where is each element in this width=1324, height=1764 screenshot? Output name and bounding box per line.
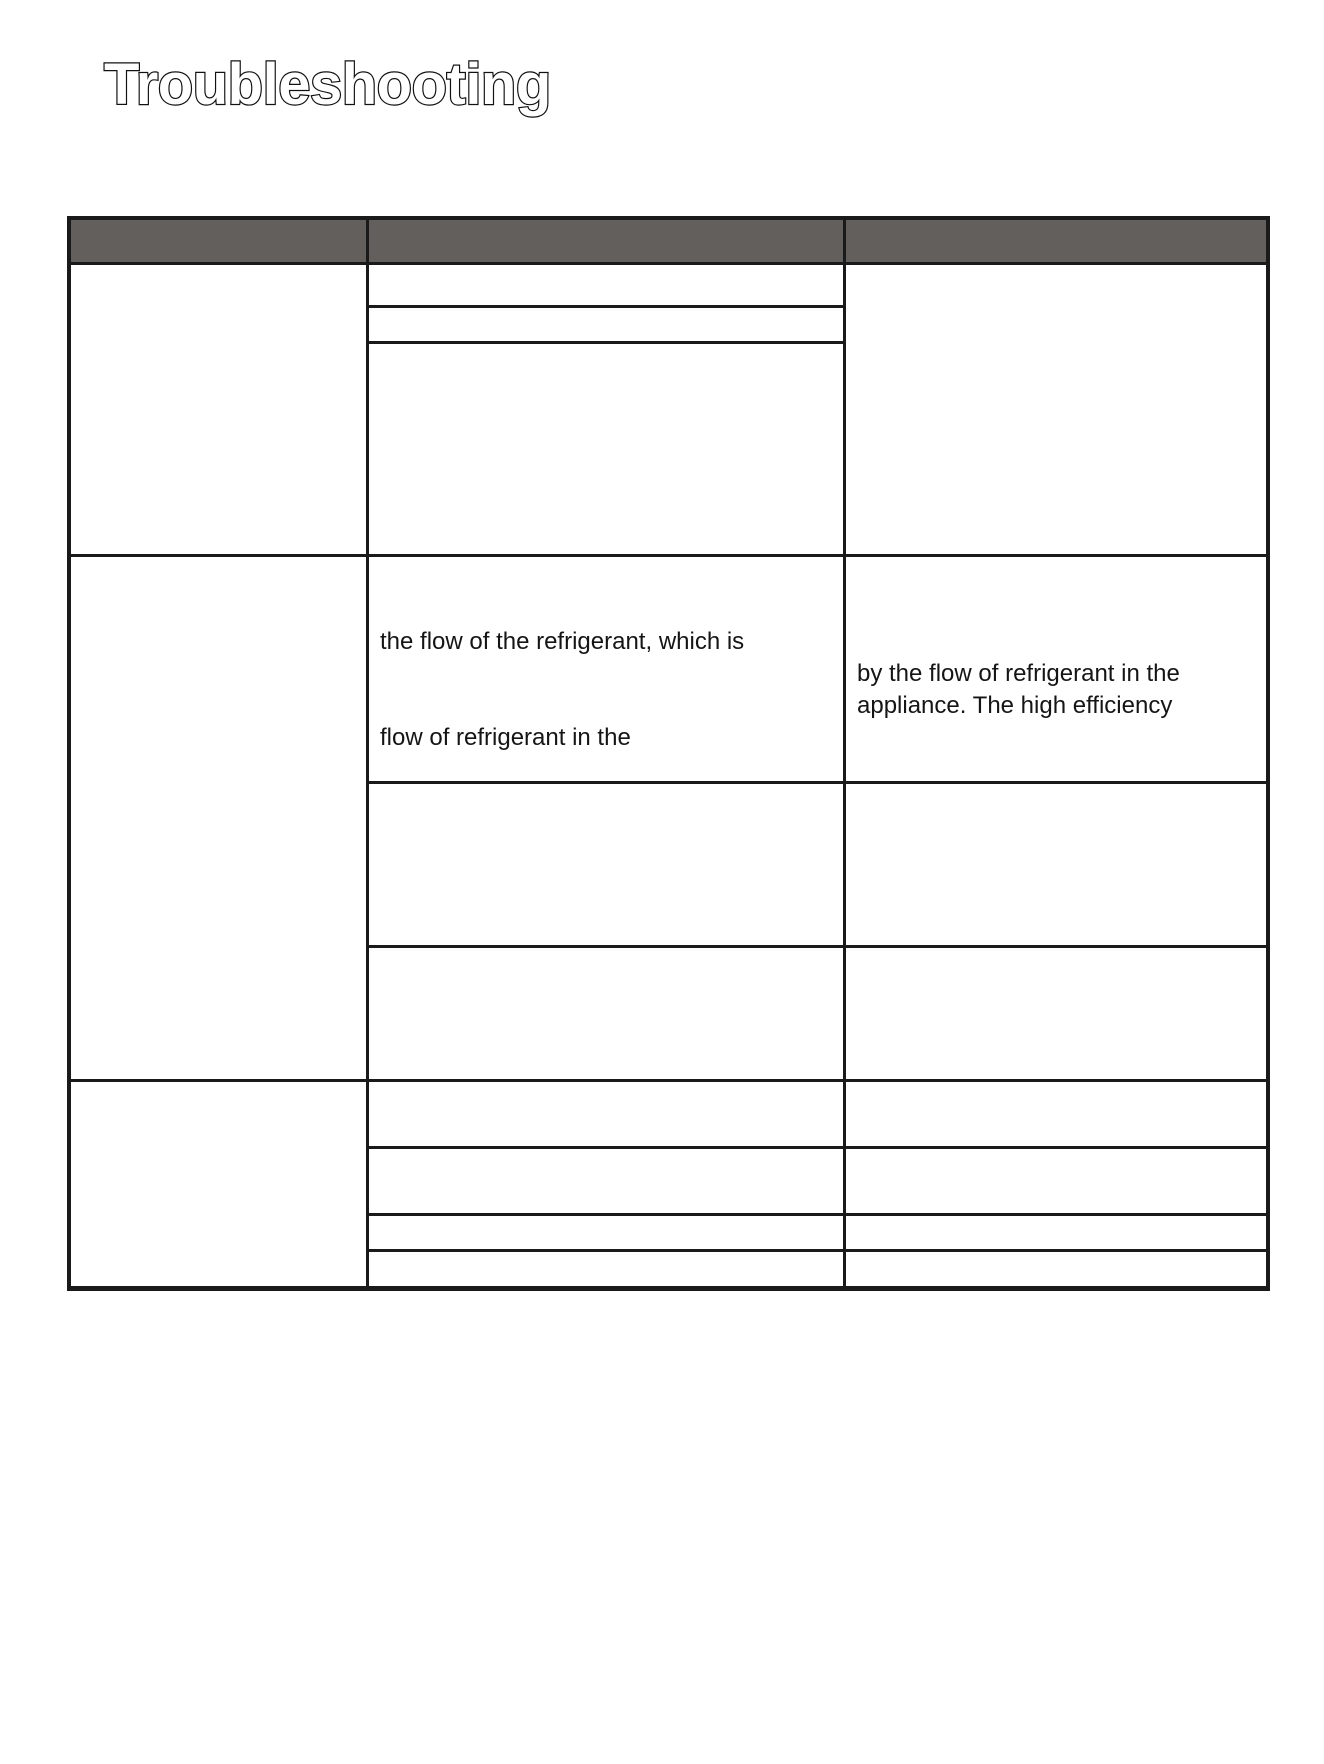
- section-3-problem: [71, 1082, 366, 1286]
- section-1-cause-2: [369, 308, 843, 341]
- section-2-cause-1: [369, 557, 843, 781]
- section-2-solution-2: [846, 784, 1266, 945]
- solution-text-line: appliance. The high efficiency: [857, 692, 1173, 719]
- section-2-problem: [71, 557, 366, 1079]
- section-3-solution-3: [846, 1216, 1266, 1249]
- header-cell-solution: [846, 220, 1266, 262]
- section-2-solution-1: [846, 557, 1266, 781]
- solution-text-line: by the flow of refrigerant in the: [857, 660, 1180, 687]
- troubleshooting-table: [67, 216, 1270, 1291]
- section-3-solution-2: [846, 1149, 1266, 1213]
- section-3-cause-4: [369, 1252, 843, 1286]
- section-2-solution-3: [846, 948, 1266, 1079]
- header-cell-cause: [369, 220, 843, 262]
- cause-text-line: flow of refrigerant in the: [380, 724, 631, 751]
- section-1-cause-1: [369, 265, 843, 305]
- section-3-cause-2: [369, 1149, 843, 1213]
- section-3-cause-1: [369, 1082, 843, 1146]
- page-title: Troubleshooting: [104, 52, 551, 117]
- section-2-cause-3: [369, 948, 843, 1079]
- cause-text-line: the flow of the refrigerant, which is: [380, 628, 745, 655]
- section-3-cause-3: [369, 1216, 843, 1249]
- section-3-solution-4: [846, 1252, 1266, 1286]
- section-1-cause-3: [369, 344, 843, 552]
- section-1-problem: [71, 265, 366, 555]
- section-3-solution-1: [846, 1082, 1266, 1146]
- section-1-solution: [846, 265, 1266, 555]
- header-cell-problem: [71, 220, 366, 262]
- section-2-cause-2: [369, 784, 843, 945]
